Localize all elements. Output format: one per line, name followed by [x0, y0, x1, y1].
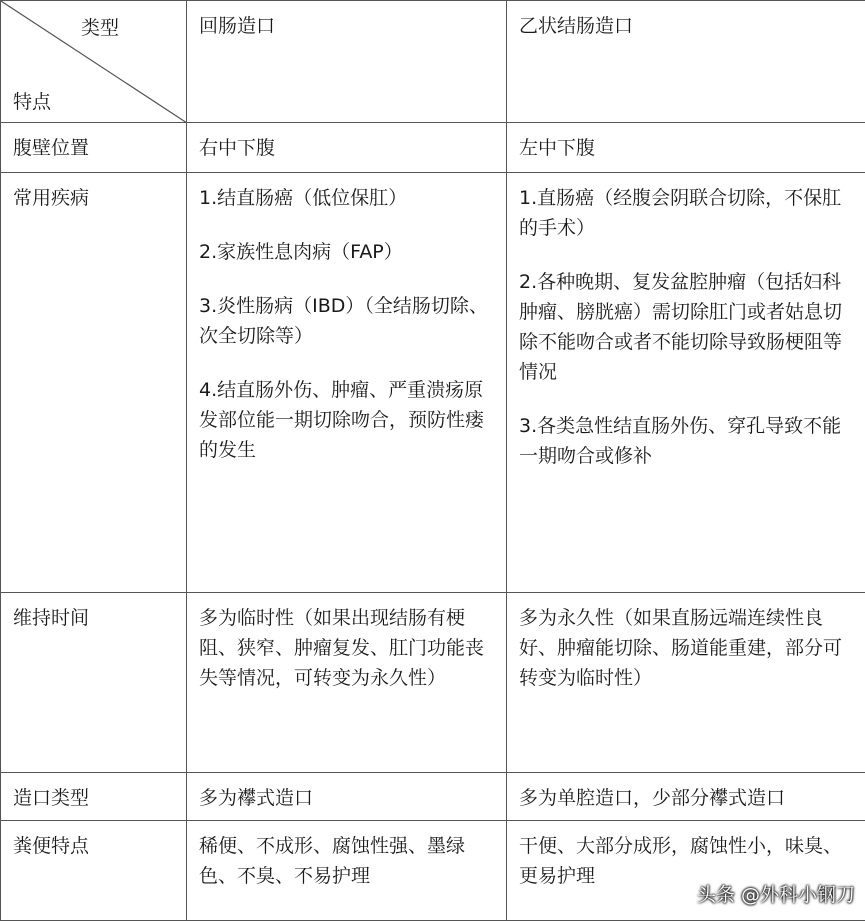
sigmoid-cell [507, 593, 865, 773]
row-label: 粪便特点 [1, 821, 187, 921]
corner-feature-label: 特点 [13, 87, 51, 117]
cell-text: 多为永久性（如果直肠远端连续性良好、肿瘤能切除、肠道能重建，部分可转变为临时性） [519, 603, 853, 693]
row-label: 造口类型 [1, 773, 187, 821]
corner-type-label: 类型 [81, 13, 119, 43]
list-item: 4.结直肠外伤、肿瘤、严重溃疡原发部位能一期切除吻合，预防性瘘的发生 [199, 375, 494, 465]
list-item: 1.结直肠癌（低位保肛） [199, 183, 494, 213]
table-row [1, 773, 865, 821]
table-row [1, 593, 865, 773]
cell-text: 多为临时性（如果出现结肠有梗阻、狭窄、肿瘤复发、肛门功能丧失等情况，可转变为永久性） [199, 603, 494, 693]
list-item: 1.直肠癌（经腹会阴联合切除，不保肛的手术） [519, 183, 853, 243]
table-row [1, 123, 865, 173]
sigmoid-cell [507, 123, 865, 173]
ileostomy-cell [187, 173, 507, 593]
header-row [1, 1, 865, 123]
column-header-ileostomy: 回肠造口 [187, 1, 507, 123]
cell-text: 右中下腹 [199, 133, 494, 163]
corner-cell [1, 1, 187, 123]
row-label: 腹壁位置 [1, 123, 187, 173]
list-item: 3.各类急性结直肠外伤、穿孔导致不能一期吻合或修补 [519, 411, 853, 471]
list-item: 2.各种晚期、复发盆腔肿瘤（包括妇科肿瘤、膀胱癌）需切除肛门或者姑息切除不能吻合或者不能切除导致肠梗阻等情况 [519, 267, 853, 387]
sigmoid-cell [507, 173, 865, 593]
list-item: 3.炎性肠病（IBD）（全结肠切除、次全切除等） [199, 291, 494, 351]
sigmoid-cell [507, 773, 865, 821]
ileostomy-cell [187, 593, 507, 773]
cell-text: 干便、大部分成形，腐蚀性小，味臭、更易护理 [519, 831, 853, 891]
cell-text: 稀便、不成形、腐蚀性强、墨绿色、不臭、不易护理 [199, 831, 494, 891]
cell-text: 多为单腔造口，少部分襻式造口 [519, 783, 853, 813]
list-item: 2.家族性息肉病（FAP） [199, 237, 494, 267]
column-header-sigmoid-colostomy: 乙状结肠造口 [507, 1, 865, 123]
row-label: 常用疾病 [1, 173, 187, 593]
table-row [1, 173, 865, 593]
ileostomy-cell [187, 123, 507, 173]
ileostomy-cell [187, 821, 507, 921]
cell-text: 多为襻式造口 [199, 783, 494, 813]
cell-text: 左中下腹 [519, 133, 853, 163]
source-watermark: 头条 @外科小钢刀 [697, 880, 855, 907]
row-label: 维持时间 [1, 593, 187, 773]
ileostomy-cell [187, 773, 507, 821]
